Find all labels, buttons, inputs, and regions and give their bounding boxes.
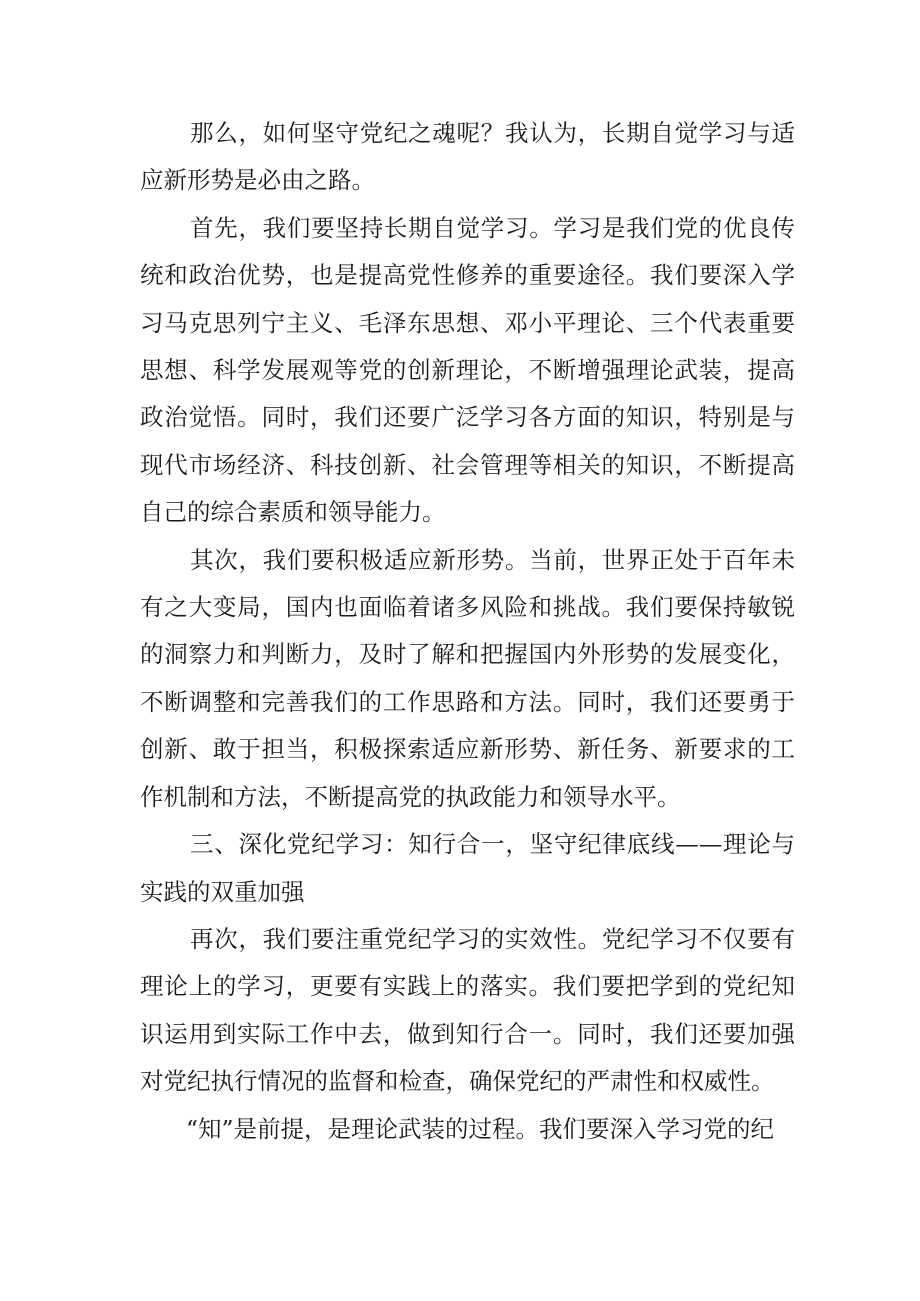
paragraph-third-effectiveness: 再次，我们要注重党纪学习的实效性。党纪学习不仅要有理论上的学习，更要有实践上的落实。我们要把学到的党纪知识运用到实际工作中去，做到知行合一。同时，我们还要加强对党纪执行情况的监督和检查，确保党纪的严肃性和权威性。	[140, 924, 795, 1096]
paragraph-knowledge: “知”是前提，是理论武装的过程。我们要深入学习党的纪	[186, 1114, 775, 1143]
document-body	[140, 110, 795, 1153]
paragraph-intro: 那么，如何坚守党纪之魂呢？我认为，长期自觉学习与适应新形势是必由之路。	[140, 119, 795, 195]
paragraph-second-adapt: 其次，我们要积极适应新形势。当前，世界正处于百年未有之大变局，国内也面临着诸多风险和挑战。我们要保持敏锐的洞察力和判断力，及时了解和把握国内外形势的发展变化，不断调整和完善我们的工作思路和方法。同时，我们还要勇于创新、敢于担当，积极探索适应新形势、新任务、新要求的工作机制和方法，不断提高党的执政能力和领导水平。	[140, 545, 795, 811]
section-heading-three: 三、深化党纪学习：知行合一，坚守纪律底线——理论与实践的双重加强	[140, 830, 795, 906]
paragraph-first-study: 首先，我们要坚持长期自觉学习。学习是我们党的优良传统和政治优势，也是提高党性修养的重要途径。我们要深入学习马克思列宁主义、毛泽东思想、邓小平理论、三个代表重要思想、科学发展观等党的创新理论，不断增强理论武装，提高政治觉悟。同时，我们还要广泛学习各方面的知识，特别是与现代市场经济、科技创新、社会管理等相关的知识，不断提高自己的综合素质和领导能力。	[140, 213, 795, 527]
